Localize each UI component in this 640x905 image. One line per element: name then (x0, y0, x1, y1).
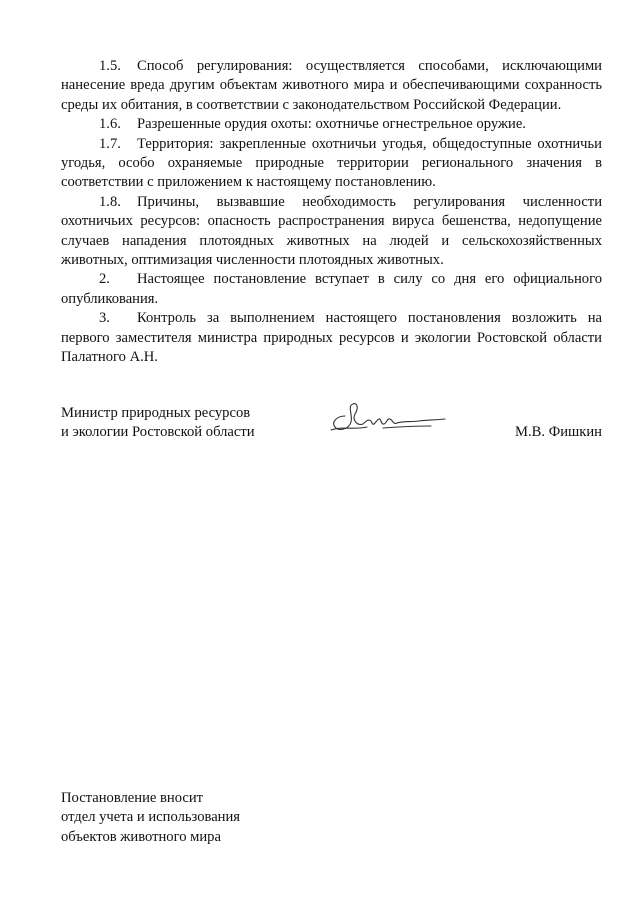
signatory-position-line: и экологии Ростовской области (61, 424, 255, 441)
paragraph-number: 1.7. (99, 135, 121, 152)
paragraph-number: 2. (99, 271, 110, 288)
paragraph-1-8 (61, 193, 602, 271)
paragraph-3 (61, 309, 602, 367)
handwritten-signature (323, 396, 453, 444)
paragraph-number: 1.5. (99, 58, 121, 74)
paragraph-2 (61, 270, 602, 309)
footer-note-line: отдел учета и использования (61, 809, 241, 826)
document-body (61, 57, 602, 368)
paragraph-text: Настоящее постановление вступает в силу со дня его официального опубликования. (61, 271, 602, 307)
paragraph-text: Способ регулирования: осуществляется способами, исключающими нанесение вреда другим объектам животного мира и обеспечивающими сохранность среды их обитания, в соответствии с законодательством Российской Федерации. (61, 58, 602, 113)
paragraph-1-6 (61, 115, 602, 134)
paragraph-number: 1.8. (99, 193, 121, 210)
signatory-name: М.В. Фишкин (515, 424, 602, 440)
paragraph-number: 1.6. (99, 116, 121, 133)
paragraph-1-5 (61, 57, 602, 115)
footer-note-line: объектов животного мира (61, 828, 221, 845)
signature-block (61, 404, 602, 448)
paragraph-text: Разрешенные орудия охоты: охотничье огнестрельное оружие. (137, 116, 526, 133)
paragraph-number: 3. (99, 310, 110, 327)
paragraph-text: Контроль за выполнением настоящего постановления возложить на первого заместителя министра природных ресурсов и экологии Ростовской области Палатного А.Н. (61, 310, 602, 366)
paragraph-text: Территория: закрепленные охотничьи угодья, общедоступные охотничьи угодья, особо охраняемые природные территории регионального значения в соответствии с приложением к настоящему постановлению. (61, 135, 602, 191)
signatory-position-line: Министр природных ресурсов (61, 405, 251, 421)
footer-note (61, 789, 240, 847)
paragraph-1-7 (61, 135, 602, 193)
paragraph-text: Причины, вызвавшие необходимость регулирования численности охотничьих ресурсов: опасность распространения вируса бешенства, недопущение случаев нападения плотоядных животных на людей и сельскохозяйственных животных, оптимизация численности плотоядных животных. (61, 193, 602, 269)
signatory-position (61, 404, 301, 443)
footer-note-line: Постановление вносит (61, 790, 204, 806)
